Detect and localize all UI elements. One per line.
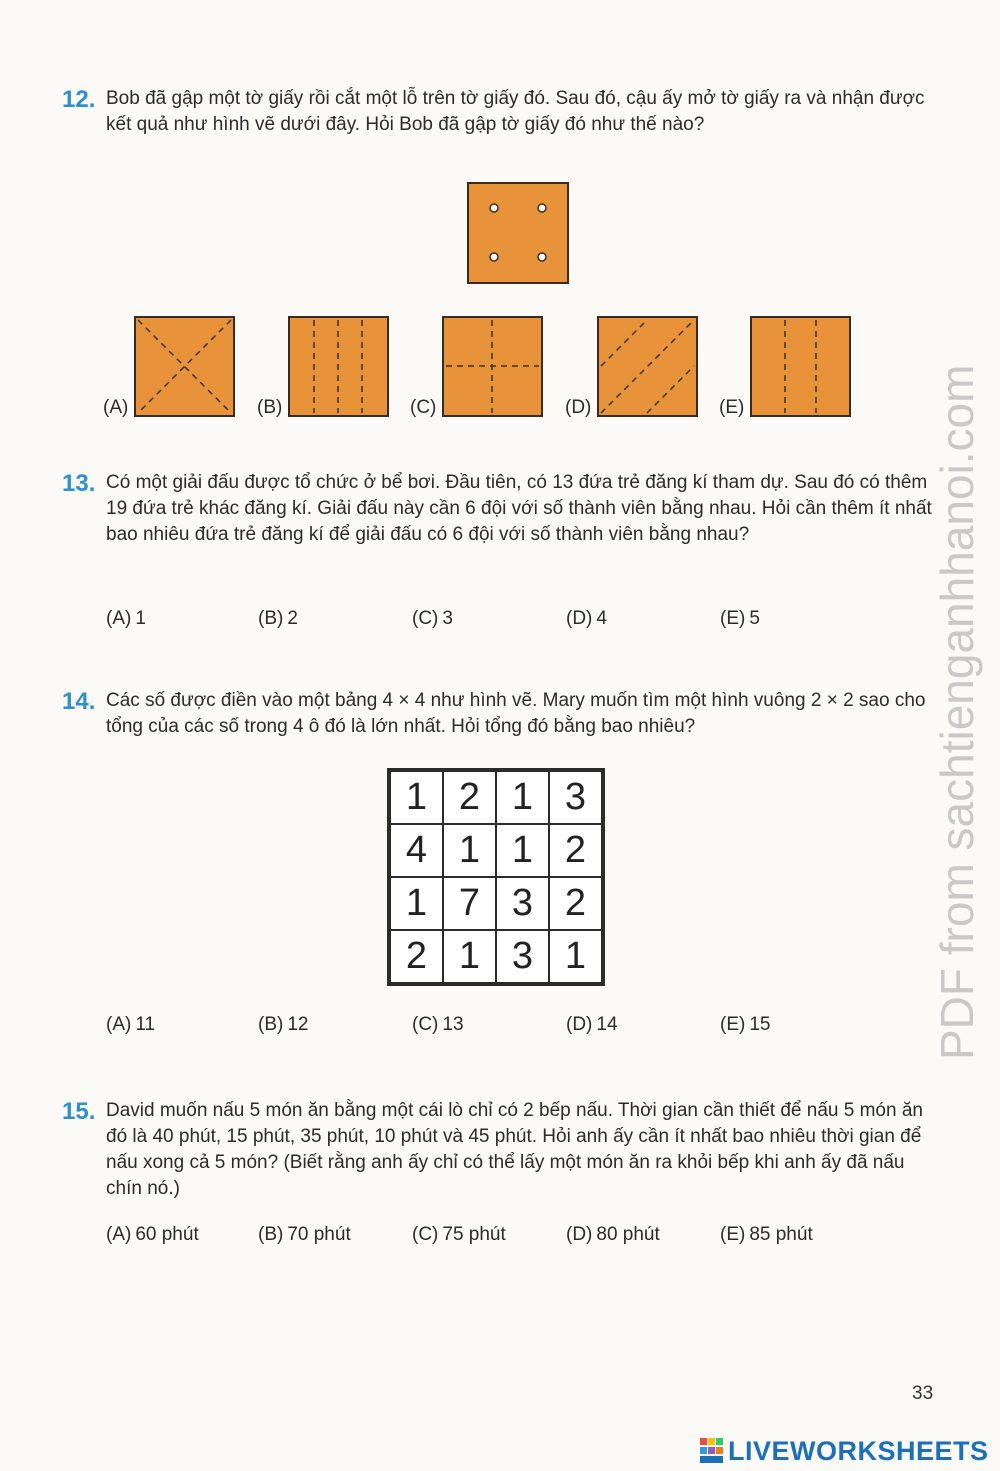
choice-b[interactable]: (B) 2 bbox=[258, 608, 298, 629]
grid-cell: 1 bbox=[443, 824, 496, 877]
diagonal-folds-icon bbox=[136, 318, 233, 415]
grid-cell: 3 bbox=[549, 771, 602, 824]
choice-d[interactable]: (D) 14 bbox=[566, 1014, 618, 1035]
cross-folds-icon bbox=[444, 318, 541, 415]
choice-c[interactable]: (C) 75 phút bbox=[412, 1224, 506, 1245]
question-number: 15. bbox=[62, 1098, 96, 1125]
choice-d[interactable]: (D) 4 bbox=[566, 608, 607, 629]
choice-e[interactable]: (E) 85 phút bbox=[720, 1224, 813, 1245]
question-text: Có một giải đấu được tổ chức ở bể bơi. Đầu tiên, có 13 đứa trẻ đăng kí tham dự. Sau đó có thêm 19 đứa trẻ khác đăng kí. Giải đấu này cần 6 đội với số thành viên bằng nhau. Hỏi cần thêm ít nhất bao nhiêu đứa trẻ đăng kí để giải đấu có 6 đội với số thành viên bằng nhau? bbox=[106, 472, 932, 545]
grid-cell: 2 bbox=[443, 771, 496, 824]
choice-b-label[interactable]: (B) bbox=[257, 397, 283, 418]
answer-choices bbox=[106, 608, 906, 634]
grid-cell: 3 bbox=[496, 930, 549, 983]
liveworksheets-logo[interactable] bbox=[700, 1433, 1000, 1469]
grid-cell: 3 bbox=[496, 877, 549, 930]
grid-cell: 2 bbox=[390, 930, 443, 983]
choice-d[interactable]: (D) 80 phút bbox=[566, 1224, 660, 1245]
grid-cell: 1 bbox=[390, 877, 443, 930]
grid-cell: 7 bbox=[443, 877, 496, 930]
choice-b[interactable]: (B) 12 bbox=[258, 1014, 309, 1035]
grid-cell: 4 bbox=[390, 824, 443, 877]
fold-option-e-figure[interactable] bbox=[750, 316, 851, 417]
question-13 bbox=[62, 470, 942, 629]
grid-cell: 1 bbox=[390, 771, 443, 824]
parallel-diagonal-folds-icon bbox=[599, 318, 696, 415]
fold-option-a-figure[interactable] bbox=[134, 316, 235, 417]
fold-option-d-figure[interactable] bbox=[597, 316, 698, 417]
choice-a[interactable]: (A) 11 bbox=[106, 1014, 156, 1035]
answer-choices bbox=[106, 1224, 906, 1250]
fold-option-b-figure[interactable] bbox=[288, 316, 389, 417]
grid-cell: 1 bbox=[549, 930, 602, 983]
choice-c-label[interactable]: (C) bbox=[410, 397, 437, 418]
question-text: Các số được điền vào một bảng 4 × 4 như hình vẽ. Mary muốn tìm một hình vuông 2 × 2 sao cho tổng của các số trong 4 ô đó là lớn nhất. Hỏi tổng đó bằng bao nhiêu? bbox=[106, 690, 926, 737]
grid-cell: 2 bbox=[549, 824, 602, 877]
choice-e[interactable]: (E) 15 bbox=[720, 1014, 771, 1035]
choice-a-label[interactable]: (A) bbox=[103, 397, 129, 418]
choice-b[interactable]: (B) 70 phút bbox=[258, 1224, 351, 1245]
liveworksheets-icon bbox=[700, 1438, 724, 1464]
question-15 bbox=[62, 1098, 942, 1245]
answer-choices bbox=[106, 1014, 906, 1040]
question-14 bbox=[62, 688, 942, 1035]
grid-cell: 1 bbox=[496, 824, 549, 877]
grid-cell: 2 bbox=[549, 877, 602, 930]
grid-cell: 1 bbox=[443, 930, 496, 983]
number-grid bbox=[387, 768, 605, 986]
brand-text: LIVEWORKSHEETS bbox=[728, 1435, 989, 1466]
choice-e-label[interactable]: (E) bbox=[719, 397, 745, 418]
question-12 bbox=[62, 86, 942, 138]
choice-e[interactable]: (E) 5 bbox=[720, 608, 760, 629]
page-number: 33 bbox=[912, 1383, 934, 1404]
two-vertical-folds-icon bbox=[752, 318, 849, 415]
question-text: David muốn nấu 5 món ăn bằng một cái lò chỉ có 2 bếp nấu. Thời gian cần thiết để nấu 5 món ăn đó là 40 phút, 15 phút, 35 phút, 10 phút và 45 phút. Hỏi anh ấy cần ít nhất bao nhiêu thời gian để nấu xong cả 5 món? (Biết rằng anh ấy chỉ có thể lấy một món ăn ra khỏi bếp khi anh ấy đã nấu chín nó.) bbox=[106, 1100, 923, 1199]
choice-c[interactable]: (C) 3 bbox=[412, 608, 453, 629]
vertical-folds-icon bbox=[290, 318, 387, 415]
question-text: Bob đã gập một tờ giấy rồi cắt một lỗ trên tờ giấy đó. Sau đó, cậu ấy mở tờ giấy ra và nhận được kết quả như hình vẽ dưới đây. Hỏi Bob đã gập tờ giấy đó như thế nào? bbox=[106, 88, 925, 135]
question-number: 13. bbox=[62, 470, 96, 497]
grid-cell: 1 bbox=[496, 771, 549, 824]
choice-a[interactable]: (A) 60 phút bbox=[106, 1224, 199, 1245]
choice-d-label[interactable]: (D) bbox=[565, 397, 592, 418]
choice-a[interactable]: (A) 1 bbox=[106, 608, 146, 629]
watermark: PDF from sachtienganhhanoi.com bbox=[931, 364, 983, 1060]
holes-icon bbox=[469, 184, 567, 282]
fold-option-c-figure[interactable] bbox=[442, 316, 543, 417]
choice-c[interactable]: (C) 13 bbox=[412, 1014, 464, 1035]
question-number: 12. bbox=[62, 86, 96, 113]
unfolded-paper-figure bbox=[467, 182, 569, 284]
question-number: 14. bbox=[62, 688, 96, 715]
